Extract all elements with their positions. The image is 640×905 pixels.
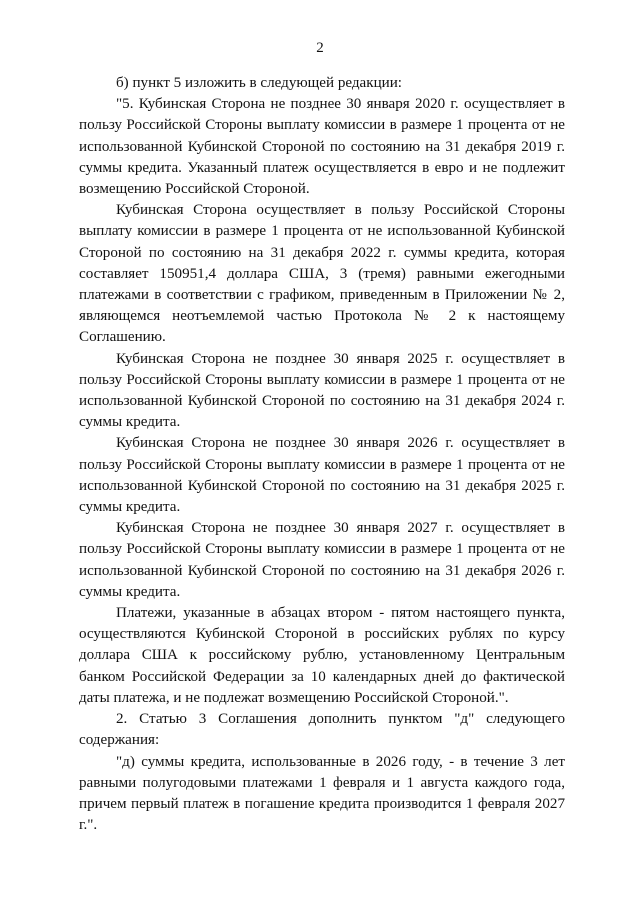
paragraph-payments-currency: Платежи, указанные в абзацах втором - пятом настоящего пункта, осуществляются Кубинской Стороной в российских рублях по курсу доллара США к российскому рублю, установленному Центральным банком Российской Федерации за 10 календарных дней до фактической даты платежа, и не подлежат возмещению Российской Стороной.". (79, 605, 565, 706)
paragraph-commission-2027: Кубинская Сторона не позднее 30 января 2027 г. осуществляет в пользу Российской Стороны выплату комиссии в размере 1 процента от не использованной Кубинской Стороной по состоянию на 31 декабря 2026 г. суммы кредита. (79, 520, 565, 600)
paragraph-article-3-amendment: 2. Статью 3 Соглашения дополнить пунктом "д" следующего содержания: (79, 711, 565, 749)
document-body (79, 73, 565, 836)
page-number: 2 (316, 40, 324, 56)
paragraph-commission-2026: Кубинская Сторона не позднее 30 января 2026 г. осуществляет в пользу Российской Стороны выплату комиссии в размере 1 процента от не использованной Кубинской Стороной по состоянию на 31 декабря 2025 г. суммы кредита. (79, 435, 565, 516)
paragraph-item-b-intro: б) пункт 5 изложить в следующей редакции: (116, 75, 402, 91)
paragraph-item-d: "д) суммы кредита, использованные в 2026 году, - в течение 3 лет равными полугодовыми платежами 1 февраля и 1 августа каждого года, причем первый платеж в погашение кредита производится 1 февраля 2027 г.". (79, 753, 565, 834)
paragraph-commission-2025: Кубинская Сторона не позднее 30 января 2025 г. осуществляет в пользу Российской Стороны выплату комиссии в размере 1 процента от не использованной Кубинской Стороной по состоянию на 31 декабря 2024 г. суммы кредита. (79, 350, 565, 431)
paragraph-commission-2022: Кубинская Сторона осуществляет в пользу Российской Стороны выплату комиссии в размере 1 процента от не использованной Кубинской Стороной по состоянию на 31 декабря 2022 г. суммы кредита, которая составляет 150951,4 доллара США, 3 (тремя) равными ежегодными платежами в соответствии с графиком, приведенным в Приложении № 2, являющемся неотъемлемой частью Протокола № 2 к настоящему Соглашению. (79, 202, 565, 346)
paragraph-point-5-first: "5. Кубинская Сторона не позднее 30 января 2020 г. осуществляет в пользу Российской Стороны выплату комиссии в размере 1 процента от не использованной Кубинской Стороной по состоянию на 31 декабря 2019 г. суммы кредита. Указанный платеж осуществляется в евро и не подлежит возмещению Российской Стороной. (79, 96, 565, 198)
